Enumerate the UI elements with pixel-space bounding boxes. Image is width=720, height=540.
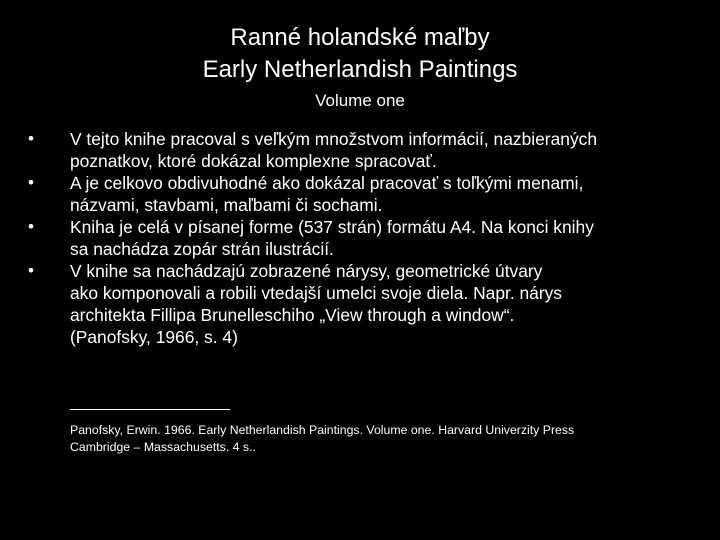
- bullet-item: [28, 172, 698, 216]
- bullet-icon: •: [28, 173, 34, 192]
- bullet-icon: •: [28, 217, 34, 236]
- title-line-english: Early Netherlandish Paintings: [202, 56, 518, 83]
- bullet-text-line: V knihe sa nachádzajú zobrazené nárysy, geometrické útvary: [70, 261, 543, 281]
- bullet-icon: •: [28, 261, 34, 280]
- footnote: [70, 422, 700, 456]
- bullet-text-line: Kniha je celá v písanej forme (537 strán) formátu A4. Na konci knihy: [70, 217, 594, 237]
- bullet-item: [28, 260, 698, 348]
- bullet-text-line: poznatkov, ktoré dokázal komplexne spracovať.: [70, 151, 437, 171]
- footnote-line: Cambridge – Massachusetts. 4 s..: [70, 440, 256, 454]
- bullet-item: [28, 216, 698, 260]
- bullet-text-line: ako komponovali a robili vtedajší umelci svoje diela. Napr. nárys: [70, 283, 563, 303]
- bullet-text-line: názvami, stavbami, maľbami či sochami.: [70, 195, 383, 215]
- bullet-icon: •: [28, 129, 34, 148]
- bullet-item: [28, 128, 698, 172]
- bullet-text-line: V tejto knihe pracoval s veľkým množstvom informácií, nazbieraných: [70, 129, 598, 149]
- bullet-text-line: A je celkovo obdivuhodné ako dokázal pracovať s toľkými menami,: [70, 173, 584, 193]
- bullet-list: [28, 128, 698, 348]
- slide-subtitle: Volume one: [315, 91, 405, 110]
- bullet-text-line: architekta Fillipa Brunelleschiho „View through a window“.: [70, 305, 515, 325]
- footnote-separator: __________________: [70, 396, 231, 410]
- footnote-line: Panofsky, Erwin. 1966. Early Netherlandish Paintings. Volume one. Harvard Univerzity Press: [70, 423, 575, 437]
- title-line-slovak: Ranné holandské maľby: [230, 24, 490, 51]
- bullet-text-line: sa nachádza zopár strán ilustrácií.: [70, 239, 334, 259]
- bullet-text-line: (Panofsky, 1966, s. 4): [70, 327, 238, 347]
- slide-title: [0, 22, 720, 86]
